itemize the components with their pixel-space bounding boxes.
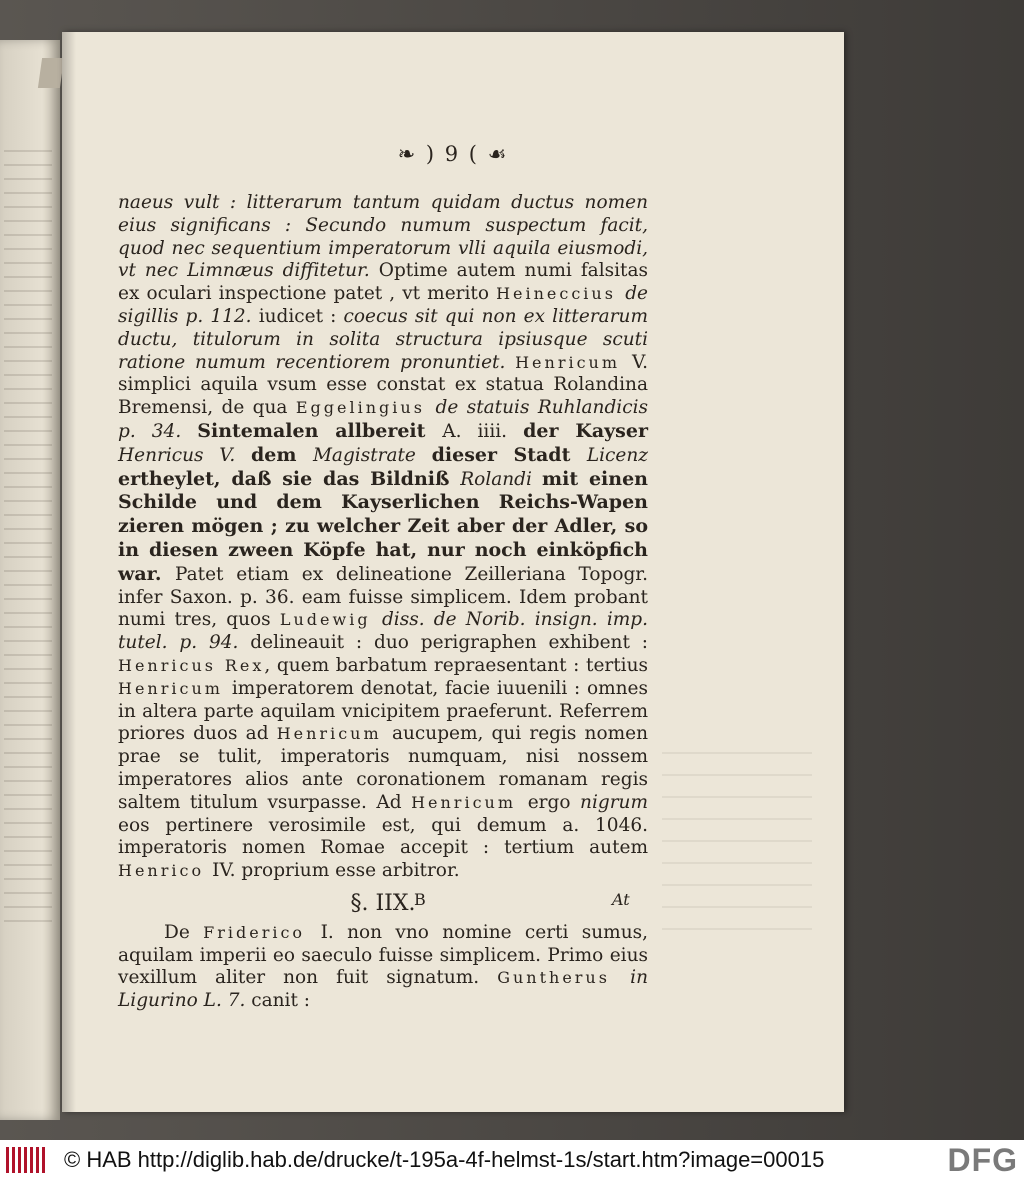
text-run: coecus sit qui non ex litterarum ductu, titulorum in solita structura ipsiusque scuti ratione numum recentiorem pronuntiet. [118,305,648,373]
paragraph-1 [118,192,648,883]
page-corner [38,58,64,88]
text-run: Sintemalen allbereit [197,419,443,442]
hab-barcode-icon [4,1145,48,1175]
text-run: Henricum [118,678,232,698]
text-run: Licenz [586,444,649,466]
text-run: Patet etiam ex delineatione Zeilleriana Topogr. infer Saxon. p. 36. eam fuisse simplicem. Idem probant numi tres, quos [118,563,649,631]
text-run: Henrico [118,861,213,881]
text-run: diss. de Norib. insign. imp. tutel. p. 94. [118,609,649,654]
text-run: Ludewig [279,610,382,630]
signature-mark: B [414,890,426,909]
text-run: , quem barbatum repraesentant : tertius [264,654,649,676]
previous-page-text-ghost [4,150,52,930]
source-footer-bar [0,1140,1024,1180]
text-run: in Ligurino L. 7. [118,967,648,1012]
text-run: Henricum [515,352,632,372]
text-run: Eggelingius [295,398,436,418]
body-text [118,192,648,1013]
text-run: Henricus Rex [118,655,265,675]
text-run: I. non vno nomine certi sumus, aquilam imperii eo saeculo fuisse simplicem. Primo eius vexillum aliter non fuit signatum. [118,921,648,989]
text-run: Henricum [276,724,392,744]
text-run: delineauit : duo perigraphen exhibent : [250,632,648,654]
running-head: ❧ ) 9 ( ☙ [397,142,509,166]
paragraph-2 [118,922,648,1013]
text-run: ergo [527,791,581,813]
text-run: canit : [251,990,311,1012]
dfg-logo: DFG [947,1142,1018,1178]
text-run: mit einen Schilde und dem Kayserlichen Reichs-Wapen zieren mögen ; zu welcher Zeit aber der Adler, so in diesen zween Köpfe hat, nur noch einköpfich war. [118,467,648,585]
catchword: At [612,890,630,909]
text-run: Optime autem numi falsitas ex oculari inspectione patet , vt merito [118,260,648,305]
text-run: nigrum [580,791,649,813]
section-title: §. IIX. [350,890,416,916]
text-run: Friderico [203,922,321,942]
text-run: eos pertinere verosimile est, qui demum a. 1046. imperatoris nomen Romae accepit : tertium autem [118,814,648,859]
text-run: iudicet : [258,305,344,327]
text-run: naeus vult : litterarum tantum quidam ductus nomen eius significans : Secundo numum suspectum facit, quod nec sequentium imperatorum vlli aquila eiusmodi, vt nec Limnæus diffitetur. [118,192,648,282]
text-run: der Kayser [523,419,648,442]
previous-page-edge [0,40,60,1120]
text-run: A. iiii. [442,420,524,442]
text-run: Magistrate [312,444,432,466]
book-page [62,32,844,1112]
text-run: de sigillis p. 112. [118,283,648,327]
source-url[interactable]: © HAB http://diglib.hab.de/drucke/t-195a-4f-helmst-1s/start.htm?image=00015 [64,1147,825,1172]
text-run: aucupem, qui regis nomen prae se tulit, imperatoris numquam, nisi nossem imperatores alios ante coronationem romanam regis saltem titulum vsurpasse. Ad [118,723,649,813]
text-run: imperatorem denotat, facie iuuenili : omnes in altera parte aquilam vnicipitem praeferunt. Referrem priores duos ad [118,677,649,745]
text-run: Guntherus [497,968,631,988]
text-run: de statuis Ruhlandicis p. 34. [118,397,648,442]
page-fold-shadow [62,32,76,1112]
text-run: V. simplici aquila vsum esse constat ex statua Rolandina Bremensi, de qua [118,351,648,419]
show-through-text [662,752,812,942]
text-run: dem [251,443,313,466]
text-run: ertheylet, daß sie das Bildniß [118,467,461,490]
text-run: Heineccius [496,284,626,304]
text-run: IV. proprium esse arbitror. [212,860,460,882]
text-run: Henricus V. [118,444,252,466]
text-run: De [164,921,204,943]
text-run: Henricum [411,792,528,812]
text-run: Rolandi [460,468,543,490]
text-run: dieser Stadt [431,443,587,466]
